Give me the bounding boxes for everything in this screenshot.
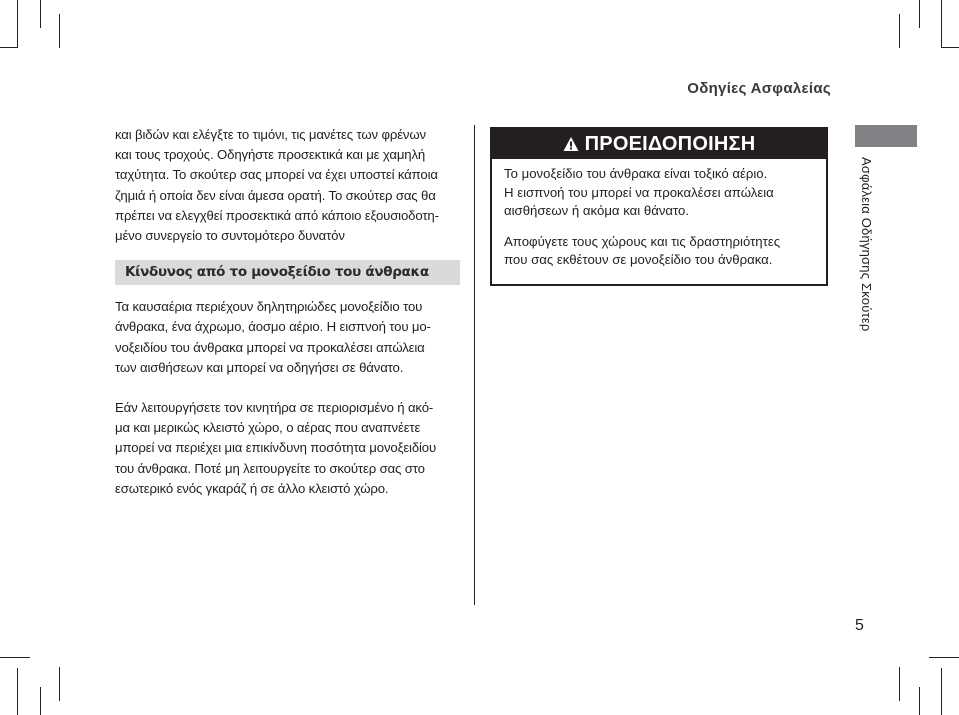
crop-mark xyxy=(59,667,60,701)
crop-mark xyxy=(59,14,60,48)
crop-mark xyxy=(899,667,900,701)
crop-mark xyxy=(0,657,30,658)
crop-mark xyxy=(899,14,900,48)
crop-mark xyxy=(941,47,959,48)
crop-mark xyxy=(929,657,959,658)
crop-mark xyxy=(941,0,942,47)
warning-title: ΠΡΟΕΙΔΟΠΟΙΗΣΗ xyxy=(584,132,756,155)
intro-paragraph: και βιδών και ελέγξτε το τιμόνι, τις μανέτες των φρένων και τους τροχούς. Οδηγήστε προσεκτικά και με χαμηλή ταχύτητα. Το σκούτερ σας μπορεί να έχει υποστεί κάποια ζημιά ή οποία δεν είναι άμεσα ορατή. Το σκούτερ σας θα πρέπει να ελεγχθεί προσεκτικά από κάποιο εξουσιοδοτη- μένο συνεργείο το συντομότερο δυνατόν xyxy=(115,127,439,244)
warning-header xyxy=(492,129,826,159)
crop-mark xyxy=(40,0,41,28)
garage-paragraph: Εάν λειτουργήσετε τον κινητήρα σε περιορισμένο ή ακό- μα και μερικώς κλειστό χώρο, ο αέρας που αναπνέετε μπορεί να περιέχει μια επικίνδυνη ποσότητα μονοξειδίου του άνθρακα. Ποτέ μη λειτουργείτε το σκούτερ σας στο εσωτερικό ενός γκαράζ ή σε άλλο κλειστό χώρο. xyxy=(115,400,437,496)
crop-mark xyxy=(919,0,920,28)
crop-mark xyxy=(941,668,942,715)
crop-mark xyxy=(17,0,18,47)
co-paragraph: Τα καυσαέρια περιέχουν δηλητηριώδες μονοξείδιο του άνθρακα, ένα άχρωμο, άοσμο αέριο. Η εισπνοή του μο- νοξειδίου του άνθρακα μπορεί να προκαλέσει απώλεια των αισθήσεων και μπορεί να οδηγήσει σε θάνατο. xyxy=(115,299,431,375)
column-divider xyxy=(474,125,475,605)
crop-mark xyxy=(0,47,18,48)
chapter-tab-marker xyxy=(855,125,917,147)
page-number: 5 xyxy=(855,617,864,634)
crop-mark xyxy=(40,687,41,715)
chapter-side-label: Ασφάλεια Οδήγησης Σκούτερ xyxy=(859,157,874,332)
warning-triangle-icon xyxy=(563,136,579,152)
crop-mark xyxy=(17,668,18,715)
warning-paragraph-2: Αποφύγετε τους χώρους και τις δραστηριότητες που σας εκθέτουν σε μονοξείδιο του άνθρακα. xyxy=(504,233,781,267)
warning-paragraph-1: Το μονοξείδιο του άνθρακα είναι τοξικό αέριο. Η εισπνοή του μπορεί να προκαλέσει απώλεια αισθήσεων ή ακόμα και θάνατο. xyxy=(504,166,774,218)
warning-body xyxy=(492,159,826,270)
warning-box xyxy=(490,127,828,286)
section-title: Οδηγίες Ασφαλείας xyxy=(687,80,831,97)
co-danger-subheading: Κίνδυνος από το μονοξείδιο του άνθρακα xyxy=(115,260,460,285)
left-column xyxy=(115,125,460,499)
crop-mark xyxy=(919,687,920,715)
